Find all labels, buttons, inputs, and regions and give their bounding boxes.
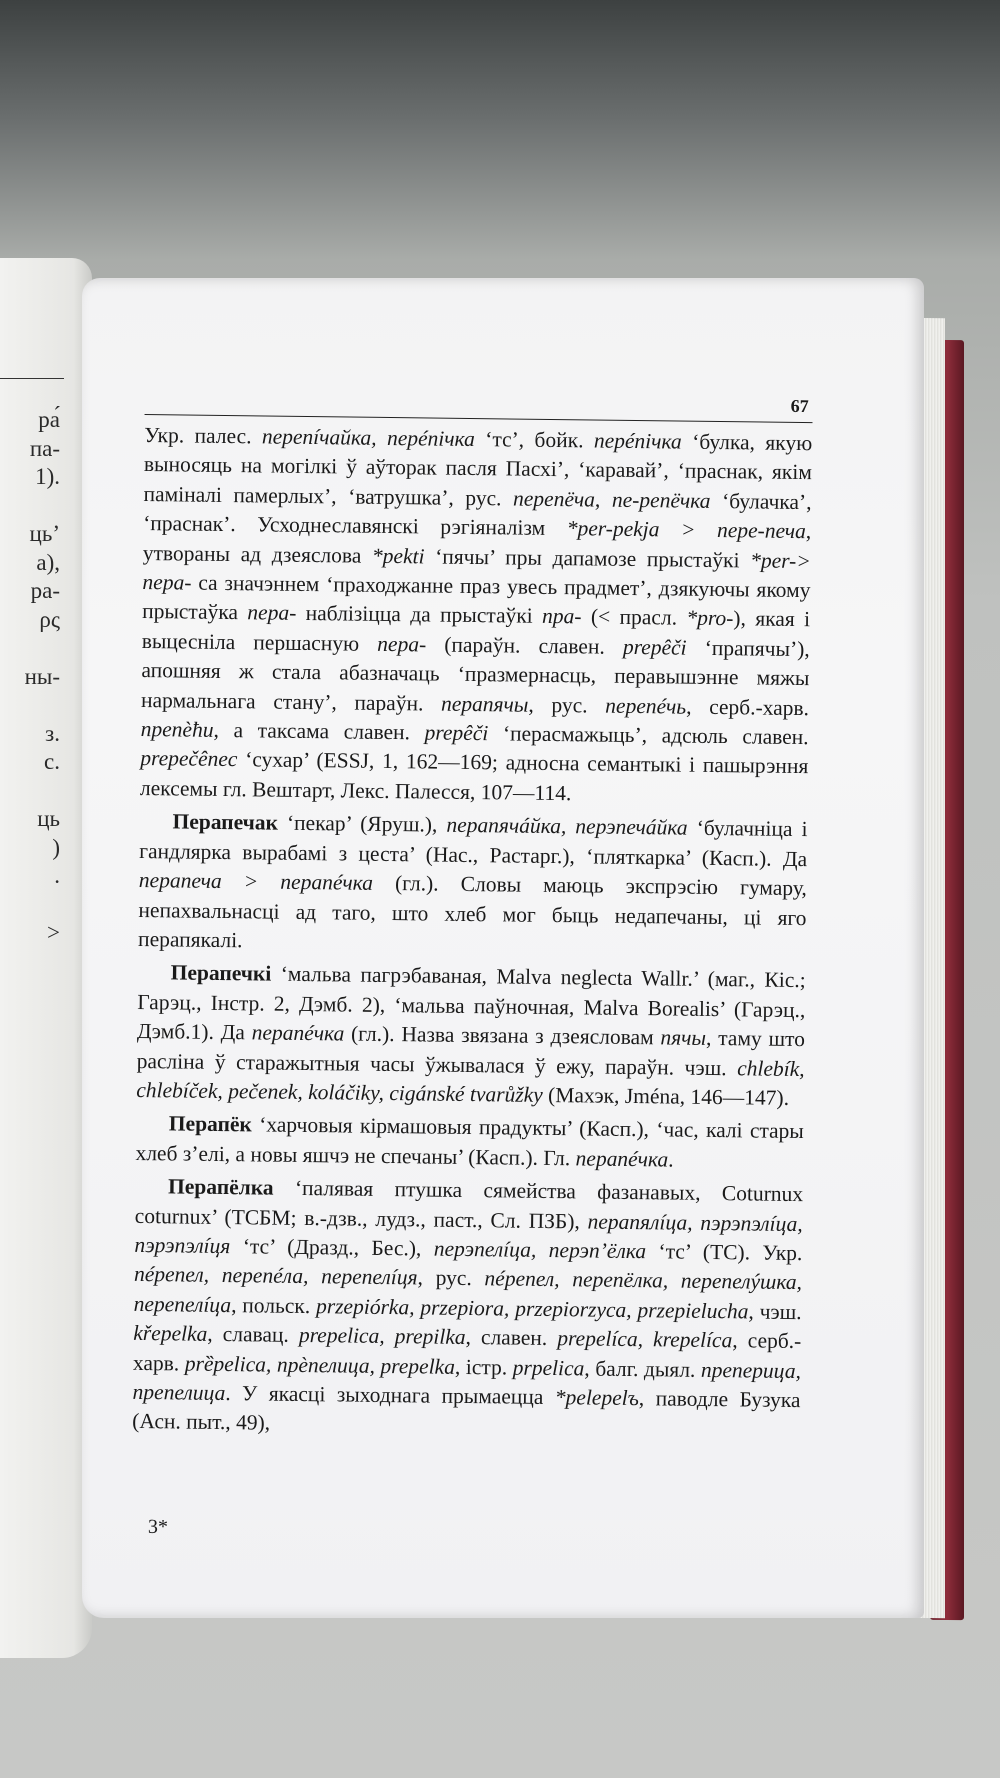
left-page-fragment: па- bbox=[29, 435, 60, 461]
italic-form: пе-репёчка bbox=[611, 487, 711, 513]
text-run: , балг. дыял. bbox=[584, 1356, 702, 1382]
text-run: наблізіцца да прыстаўкі bbox=[296, 601, 543, 629]
text-run: , утвораны ад дзеяслова bbox=[142, 519, 812, 568]
left-page-fragment bbox=[0, 891, 80, 920]
text-run: , паводле Бузука (Асн. пыт., 49), bbox=[132, 1386, 801, 1436]
text-run: (параўн. славен. bbox=[426, 632, 624, 659]
text-run: ‘палявая птушка сямейства фазанавых, Coturnux coturnux’ (ТСБМ; в.-дзв., лудз., паст., Сл. ПЗБ), bbox=[134, 1175, 804, 1234]
left-page-fragment: з. bbox=[45, 720, 60, 746]
italic-form: prepelica, prepilka bbox=[298, 1323, 466, 1350]
text-run: ‘харчовыя кірмашовыя прадукты’ (Касп.), ‘час, калі стары хлеб з’елі, а новы яшчэ не спечаны’ (Касп.). Гл. bbox=[135, 1112, 804, 1171]
text-run: , серб.-харв. bbox=[132, 1328, 802, 1376]
text-run: (< прасл. bbox=[581, 604, 687, 631]
text-run: ‘булачніца і гандлярка вырабамі з цеста’ (Нас., Растарг.), ‘пляткарка’ (Касп.). Да bbox=[139, 815, 808, 871]
left-page-fragment: ρς bbox=[39, 606, 60, 632]
italic-form: перапеча > перапéчка bbox=[138, 868, 374, 895]
italic-form: пéрепел, перепéла, перепелíця bbox=[133, 1262, 418, 1290]
text-run: ‘пекар’ (Яруш.), bbox=[277, 810, 447, 837]
italic-form: пера- bbox=[247, 600, 297, 626]
italic-form: *pelepelъ bbox=[554, 1385, 640, 1411]
text-run: ), якая і выцесніла першасную bbox=[141, 606, 811, 656]
text-run: , польск. bbox=[231, 1292, 317, 1318]
text-run: ‘мальва пагрэбаваная, Malva neglecta Wallr.’ (маг., Кіс.; Гарэц., Інстр. 2, Дэмб. 2), ‘мальва паўночная, Malva Borealis’ (Гарэц., Дэмб.1). Да bbox=[136, 961, 806, 1045]
italic-form: перепéчь bbox=[605, 693, 687, 719]
left-page-fragment: ць bbox=[37, 806, 60, 831]
italic-form: *per-pekja > пере-печа bbox=[566, 516, 806, 544]
italic-form: křepelka bbox=[133, 1321, 208, 1347]
text-run: , істр. bbox=[454, 1354, 513, 1380]
text-run: , а таксама славен. bbox=[213, 717, 425, 745]
left-page-fragment: > bbox=[47, 920, 60, 945]
text-run: са значэннем ‘праходжанне праз увесь прадмет’, дзякуючы якому прыстаўка bbox=[142, 570, 811, 625]
page-content bbox=[132, 378, 813, 1449]
left-page-fragment bbox=[0, 691, 80, 720]
italic-form: prepelíca, krepelíca bbox=[557, 1326, 733, 1353]
italic-form: *pro- bbox=[686, 606, 734, 631]
left-page-text-fragments bbox=[0, 406, 80, 948]
italic-form: препèħи bbox=[140, 717, 214, 742]
left-page-fragment: ны- bbox=[24, 663, 60, 689]
headword: Перапёк bbox=[168, 1111, 253, 1137]
italic-form: перапéчка bbox=[575, 1146, 669, 1172]
left-page-fragment: ра- bbox=[30, 578, 60, 603]
italic-form: перапячáйка, перэпечáйка bbox=[446, 812, 688, 840]
text-run: ‘пячы’ пры дапамозе прыстаўкі bbox=[424, 544, 751, 573]
page-number: 67 bbox=[790, 395, 809, 417]
italic-form: prepečênec bbox=[140, 746, 238, 772]
left-page-fragment bbox=[0, 634, 80, 663]
headword: Перапечак bbox=[172, 809, 279, 835]
left-page-rule bbox=[0, 378, 64, 379]
text-run: , bbox=[594, 487, 613, 512]
italic-form: prȅpelica, прèпелица, prepelka bbox=[184, 1351, 456, 1379]
italic-form: преперица, препелица bbox=[132, 1357, 802, 1406]
text-run: , рус. bbox=[417, 1265, 485, 1291]
text-run: . У якасці зыходнага прымаецца bbox=[225, 1381, 556, 1410]
italic-form: перепёча bbox=[512, 486, 596, 512]
text-run: (Махэк, Jména, 146—147). bbox=[542, 1082, 790, 1110]
text-run: , серб.-харв. bbox=[686, 694, 810, 720]
left-page-fragment bbox=[0, 777, 80, 806]
text-run: ‘прапячы’), апошняя ж стала абазначаць ‘празмернасць, перавышэнне мяжы нармальнага стану’, параўн. bbox=[140, 635, 810, 716]
italic-form: перепíчайка, перéпiчка bbox=[261, 424, 476, 452]
headword: Перапёлка bbox=[167, 1174, 274, 1200]
italic-form: перэпелíца, перэп’ёлка bbox=[433, 1236, 647, 1264]
text-run: , таму што расліна ў старажытныя часы ўжывалася ў ежу, параўн. чэш. bbox=[136, 1026, 806, 1080]
italic-form: prepêči bbox=[622, 634, 687, 660]
italic-form: prepêči bbox=[424, 720, 489, 746]
italic-form: przepiórka, przepiora, przepiorzyca, przepielucha bbox=[315, 1293, 749, 1324]
italic-form: пéрепел, перепёлка, перепелýшка, перепелíца bbox=[133, 1266, 803, 1317]
italic-form: *per-> пера- bbox=[142, 548, 811, 595]
left-page-fragment: ра́ bbox=[38, 407, 60, 432]
left-page-fragment: 1). bbox=[35, 464, 60, 489]
headword: Перапечкі bbox=[170, 960, 272, 986]
italic-form: перéпiчка bbox=[593, 428, 682, 454]
text-run: ‘булка, якую выносяць на могілкі ў аўторак пасля Пасхі’, ‘каравай’, ‘праснак, якім памінaлі памерлых’, ‘ватрушка’, рус. bbox=[143, 429, 813, 511]
signature-mark: 3* bbox=[147, 1515, 169, 1539]
left-page-fragment: а), bbox=[36, 549, 60, 575]
left-page-fragment: с. bbox=[44, 749, 60, 774]
left-page-fragment: . bbox=[54, 863, 60, 888]
italic-form: перапéчка bbox=[251, 1020, 345, 1046]
page-header bbox=[145, 378, 813, 423]
italic-form: перапячы bbox=[440, 691, 529, 717]
italic-form: chlebík, chlebíček, pečenek, koláčiky, cigánské tvarůžky bbox=[136, 1055, 805, 1107]
italic-form: *pekti bbox=[371, 543, 425, 569]
text-run: Укр. палес. bbox=[144, 422, 263, 449]
text-run: (гл.). Словы маюць экспрэсію гумару, непахвальнасці ад таго, што хлеб мог быць недапечаны, ці яго перапякалі. bbox=[138, 870, 807, 953]
left-page-fragment: ) bbox=[52, 834, 60, 860]
left-page bbox=[0, 258, 92, 1658]
italic-form: пера- bbox=[377, 631, 427, 657]
text-run: ‘тс’ (Дразд., Бес.), bbox=[230, 1234, 434, 1261]
left-page-fragment bbox=[0, 492, 80, 521]
text-run: (гл.). Назва звязана з дзеясловам bbox=[344, 1021, 661, 1050]
left-page-fragment: ць’ bbox=[29, 521, 60, 546]
text-run: , рус. bbox=[528, 692, 606, 718]
entry-paragraph bbox=[138, 807, 808, 962]
text-run: ‘тс’ (ТС). Укр. bbox=[645, 1239, 803, 1266]
italic-form: перапялíца, пэрэпэлíца, пэрэпэлíця bbox=[134, 1209, 803, 1259]
entry-paragraph bbox=[135, 1109, 804, 1176]
entry-paragraph bbox=[132, 1172, 803, 1445]
entry-paragraph bbox=[136, 958, 806, 1113]
italic-form: пячы bbox=[660, 1025, 707, 1051]
text-run: ‘булачка’, ‘праснак’. Усходнеславянскі рэгіяналізм bbox=[143, 488, 812, 541]
entry-paragraph bbox=[140, 421, 813, 811]
entries bbox=[132, 421, 812, 1445]
text-run: ‘тс’, бойк. bbox=[474, 427, 595, 453]
text-run: , славац. bbox=[207, 1322, 300, 1348]
text-run: . bbox=[668, 1147, 674, 1172]
italic-form: prpelica bbox=[512, 1355, 585, 1381]
italic-form: пра- bbox=[541, 604, 582, 629]
text-run: , славен. bbox=[465, 1325, 558, 1351]
text-run: , чэш. bbox=[748, 1299, 802, 1324]
text-run: ‘перасмажыць’, адсюль славен. bbox=[488, 721, 809, 750]
text-run: ‘сухар’ (ESSJ, 1, 162—169; адносна семантыкі і пашырэння лексемы гл. Вештарт, Лекс. Палесся, 107—114. bbox=[139, 747, 809, 806]
